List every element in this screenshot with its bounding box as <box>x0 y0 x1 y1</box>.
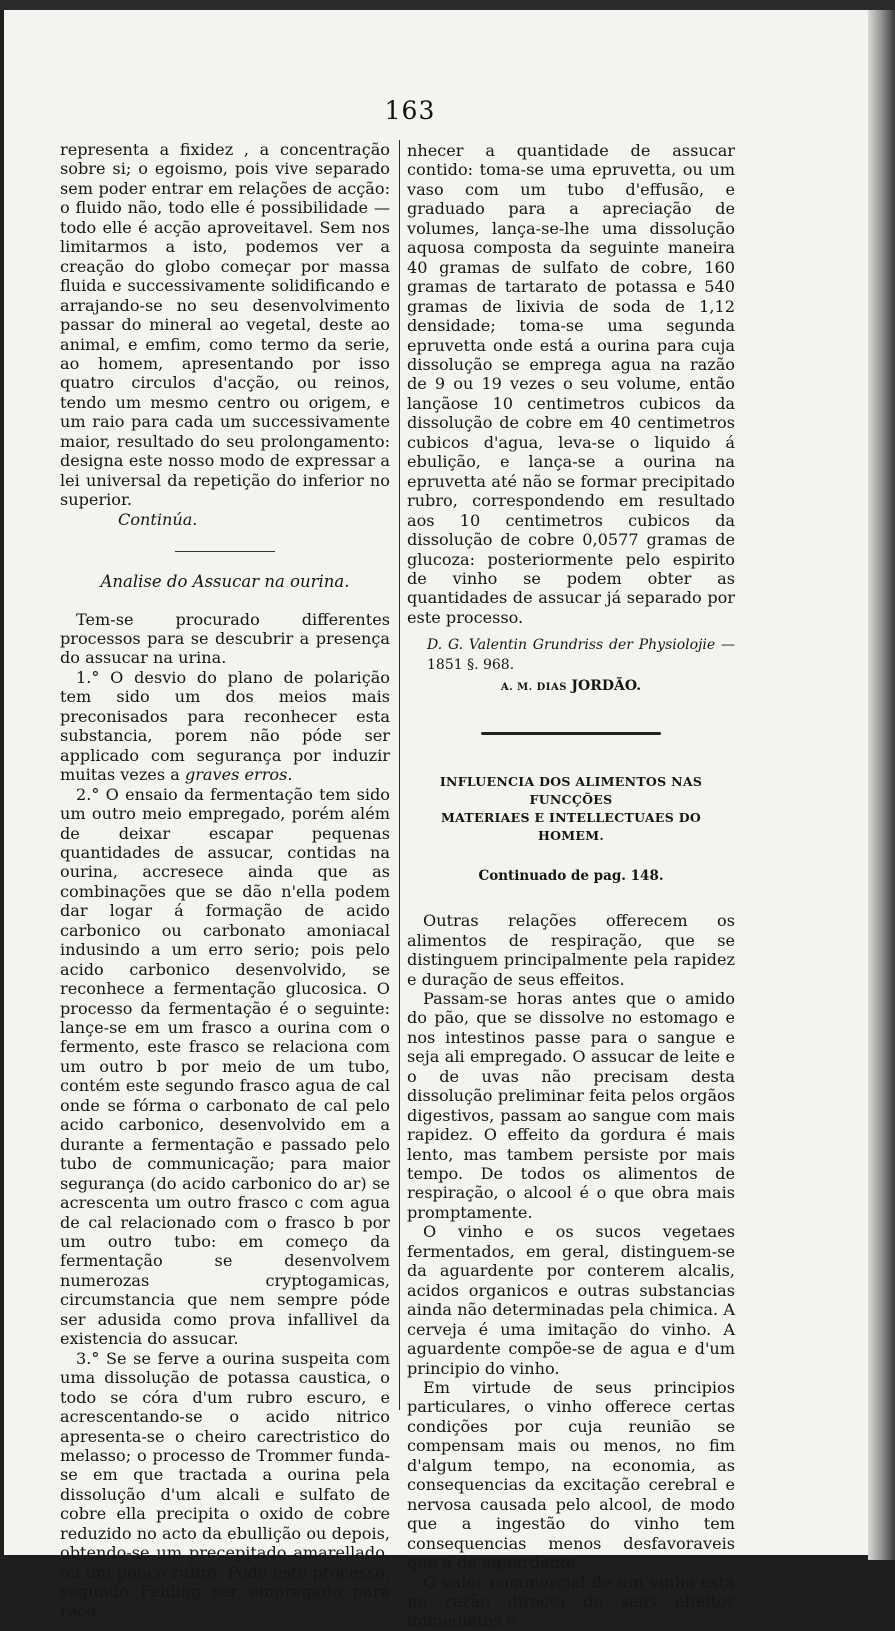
continua-note: Continúa. <box>118 509 198 529</box>
page-number: 163 <box>384 96 436 125</box>
item-2-number: 2.° <box>76 784 100 804</box>
item-1-text: O desvio do plano de polarição tem sido um dos meios mais preconisados para reconhecer esta substancia, porem não póde ser applicado com segurança por induzir muitas vezes a <box>60 667 390 785</box>
item-1 <box>60 668 390 785</box>
intro-paragraph: Tem-se procurado differentes processos para se descubrir a presença do assucar na urina. <box>60 609 390 668</box>
left-column <box>60 140 390 1621</box>
continued-from-note: Continuado de pag. 148. <box>478 867 664 884</box>
reference-title: D. G. Valentin Grundriss der Physiolojie <box>427 637 716 654</box>
item-3 <box>60 1349 390 1621</box>
author-initials: A. M. DIAS <box>500 682 567 694</box>
section-rule <box>175 551 275 552</box>
author-name: JORDÃO. <box>571 678 642 695</box>
item-2-text: O ensaio da fermentação tem sido um outro meio empregado, porém além de deixar escapar pequenas quantidades de assucar, contidas na ourina, accresece ainda que as combinações que se dão n'ella podem dar logar á formação de acido carbonico ou carbonato amoniacal indusindo a um erro serio; pois pelo acido carbonico desenvolvido, se reconhece a fermentação glucosica. O processo da fermentação é o seguinte: lançe-se em um frasco a ourina com o fermento, este frasco se relaciona com um outro b por meio de um tubo, contém este segundo frasco agua de cal onde se fórma o carbonato de cal pelo acido carbonico, desenvolvido em a durante a fermentação e passado pelo tubo de communicação; para maior segurança (do acido carbonico do ar) se acrescenta um outro frasco c com agua de cal relacionado com o frasco b por um outro tubo: em começo da fermentação se desenvolvem numerozas cryptogamicas, circumstancia que nem sempre póde ser adusida como prova infallivel da existencia do assucar. <box>60 784 390 1349</box>
paragraph-4: Em virtude de seus principios particulares, o vinho offerece certas condições por cuja reunião se compensam mais ou menos, no fim d'algum tempo, na economia, as consequencias da excitação cerebral e nervosa causada pelo alcool, de modo que a ingestão do vinho tem consequencias menos desfavoraveis que a da aguardente. <box>407 1378 735 1573</box>
continued-paragraph-right: nhecer a quantidade de assucar contido: toma-se uma epruvetta, ou um vaso com um tubo d'effusão, e graduado para a apreciação de volumes, lança-se-lhe uma dissolução aquosa composta da seguinte maneira 40 gramas de sulfato de cobre, 160 gramas de tartarato de potassa e 540 gramas de lixivia de soda de 1,12 densidade; toma-se uma segunda epruvetta onde está a ourina para cuja dissolução se emprega agua na razão de 9 ou 19 vezes o seu volume, então lançãose 10 centimetros cubicos da dissolução de cobre em 40 centimetros cubicos d'agua, leva-se o liquido á ebulição, e lança-se a ourina na epruvetta até não se formar precipitado rubro, correspondendo em resultado aos 10 centimetros cubicos da dissolução de cobre 0,0577 gramas de glucoza: posteriormente pelo espirito de vinho se podem obter as quantidades de assucar já separado por este processo. <box>407 141 735 627</box>
scan-top-edge <box>0 0 895 10</box>
item-3-text: Se se ferve a ourina suspeita com uma dissolução de potassa caustica, o todo se córa d'um rubro escuro, e acrescentando-se o acido nitrico apresenta-se o cheiro carectristico do melasso; o processo de Trommer funda-se em que tractada a ourina pela dissolução d'um alcali e sulfato de cobre ella precipita o oxido de cobre reduzido no acto da ebullição ou depois, obtendo-se um precepitado amarellado, ou um pouco rubro. Póde este processo, segundo Fehling ser empregado para reco- <box>60 1348 390 1621</box>
item-1-emphasis: graves erros. <box>184 765 293 785</box>
section-title-line-1: INFLUENCIA DOS ALIMENTOS NAS FUNCÇÕES <box>439 773 703 807</box>
continued-paragraph: representa a fixidez , a concentração sobre si; o egoismo, pois vive separado sem poder entrar em relações de acção: o fluido não, todo elle é possibilidade — todo elle é acção aproveitavel. Sem nos limitarmos a isto, podemos ver a creação do globo começar por massa fluida e successivamente solidificando e arrajando-se no seu desenvolvimento passar do mineral ao vegetal, deste ao animal, e emfim, como termo da serie, ao homem, apresentando por isso quatro circulos d'acção, ou reinos, tendo um mesmo centro ou origem, e um raio para cada um successivamente maior, resultado do seu prolongamento: designa este nosso modo de expressar a lei universal da repetição do inferior no superior. <box>60 140 390 510</box>
paragraph-3: O vinho e os sucos vegetaes fermentados, em geral, distinguem-se da aguardente por conterem alcalis, acidos organicos e outras substancias ainda não determinadas pela chimica. A cerveja é uma imitação do vinho. A aguardente compõe-se de agua e d'um principio do vinho. <box>407 1222 735 1378</box>
paragraph-1: Outras relações offerecem os alimentos de respiração, que se distinguem principalmente pela rapidez e duração de seus effeitos. <box>407 911 735 989</box>
article-title: Analise do Assucar na ourina. <box>100 572 350 592</box>
author-signature <box>407 677 735 697</box>
heavy-section-rule <box>481 732 661 735</box>
column-divider <box>399 140 400 1410</box>
book-spine-edge <box>868 10 895 1560</box>
item-1-number: 1.° <box>76 667 100 687</box>
bibliographic-reference <box>407 636 735 675</box>
right-column <box>407 141 735 1631</box>
reference-details: — 1851 §. 968. <box>427 637 735 673</box>
item-3-number: 3.° <box>76 1348 100 1368</box>
paragraph-2: Passam-se horas antes que o amido do pão, que se dissolve no estomago e nos intestinos passe para o sangue e seja ali empregado. O assucar de leite e o de uvas não precisam desta dissolução preliminar feita pelos orgãos digestivos, passam ao sangue com mais rapidez. O effeito da gordura é mais lento, mas tambem persiste por mais tempo. De todos os alimentos de respiração, o alcool é o que obra mais promptamente. <box>407 988 735 1222</box>
item-2 <box>60 785 390 1349</box>
section-title-line-2: MATERIAES E INTELLECTUAES DO HOMEM. <box>440 809 702 843</box>
paragraph-5: O valor commercial de um vinho está na razão directa de seus effeitos immediatos e <box>407 1572 735 1631</box>
